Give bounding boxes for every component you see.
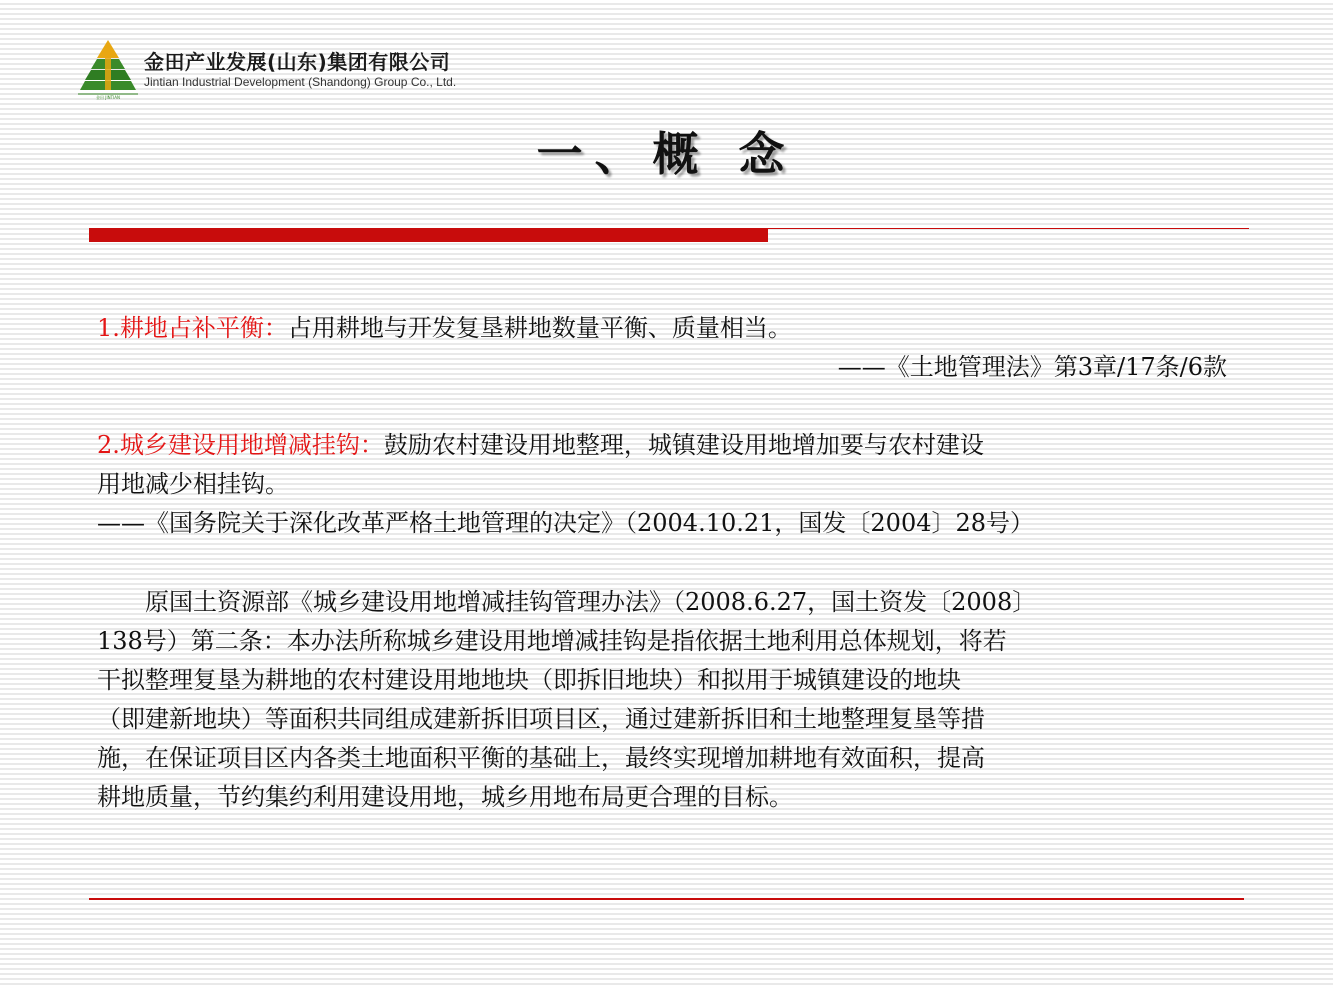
logo-text: 金田 JINTIAN — [96, 95, 120, 100]
concept-item-2 — [97, 426, 1237, 543]
concept-item-1-text: 占用耕地与开发复垦耕地数量平衡、质量相当。 — [287, 314, 792, 342]
footer-divider — [89, 898, 1244, 900]
concept-item-1-source: ——《土地管理法》第3章/17条/6款 — [837, 353, 1227, 381]
regulation-paragraph — [97, 583, 1237, 817]
concept-item-1 — [97, 309, 1237, 387]
concept-item-2-label: 2.城乡建设用地增减挂钩： — [97, 431, 384, 459]
paragraph-line: 干拟整理复垦为耕地的农村建设用地地块（即拆旧地块）和拟用于城镇建设的地块 — [97, 666, 961, 694]
pyramid-tree-logo-icon — [78, 38, 138, 100]
concept-item-2-text-line2: 用地减少相挂钩。 — [97, 470, 289, 498]
paragraph-line: 原国土资源部《城乡建设用地增减挂钩管理办法》（2008.6.27，国土资发〔2008〕 — [145, 588, 1037, 616]
title-divider-thin — [768, 228, 1249, 229]
concept-item-2-text-line1: 鼓励农村建设用地整理，城镇建设用地增加要与农村建设 — [383, 431, 984, 459]
paragraph-line: 耕地质量，节约集约利用建设用地，城乡用地布局更合理的目标。 — [97, 783, 793, 811]
concept-item-1-label: 1.耕地占补平衡： — [97, 314, 288, 342]
page-title: 一、概 念 — [536, 127, 797, 181]
company-name-cn: 金田产业发展(山东)集团有限公司 — [144, 50, 451, 74]
company-name — [144, 50, 564, 90]
title-divider-thick — [89, 228, 768, 242]
paragraph-line: 施，在保证项目区内各类土地面积平衡的基础上，最终实现增加耕地有效面积，提高 — [97, 744, 985, 772]
company-name-en: Jintian Industrial Development (Shandong) Group Co., Ltd. — [144, 75, 457, 89]
paragraph-line: （即建新地块）等面积共同组成建新拆旧项目区，通过建新拆旧和土地整理复垦等措 — [97, 705, 985, 733]
concept-item-2-source: ——《国务院关于深化改革严格土地管理的决定》（2004.10.21，国发〔2004〕28号） — [97, 509, 1035, 537]
paragraph-line: 138号）第二条：本办法所称城乡建设用地增减挂钩是指依据土地利用总体规划，将若 — [97, 627, 1007, 655]
